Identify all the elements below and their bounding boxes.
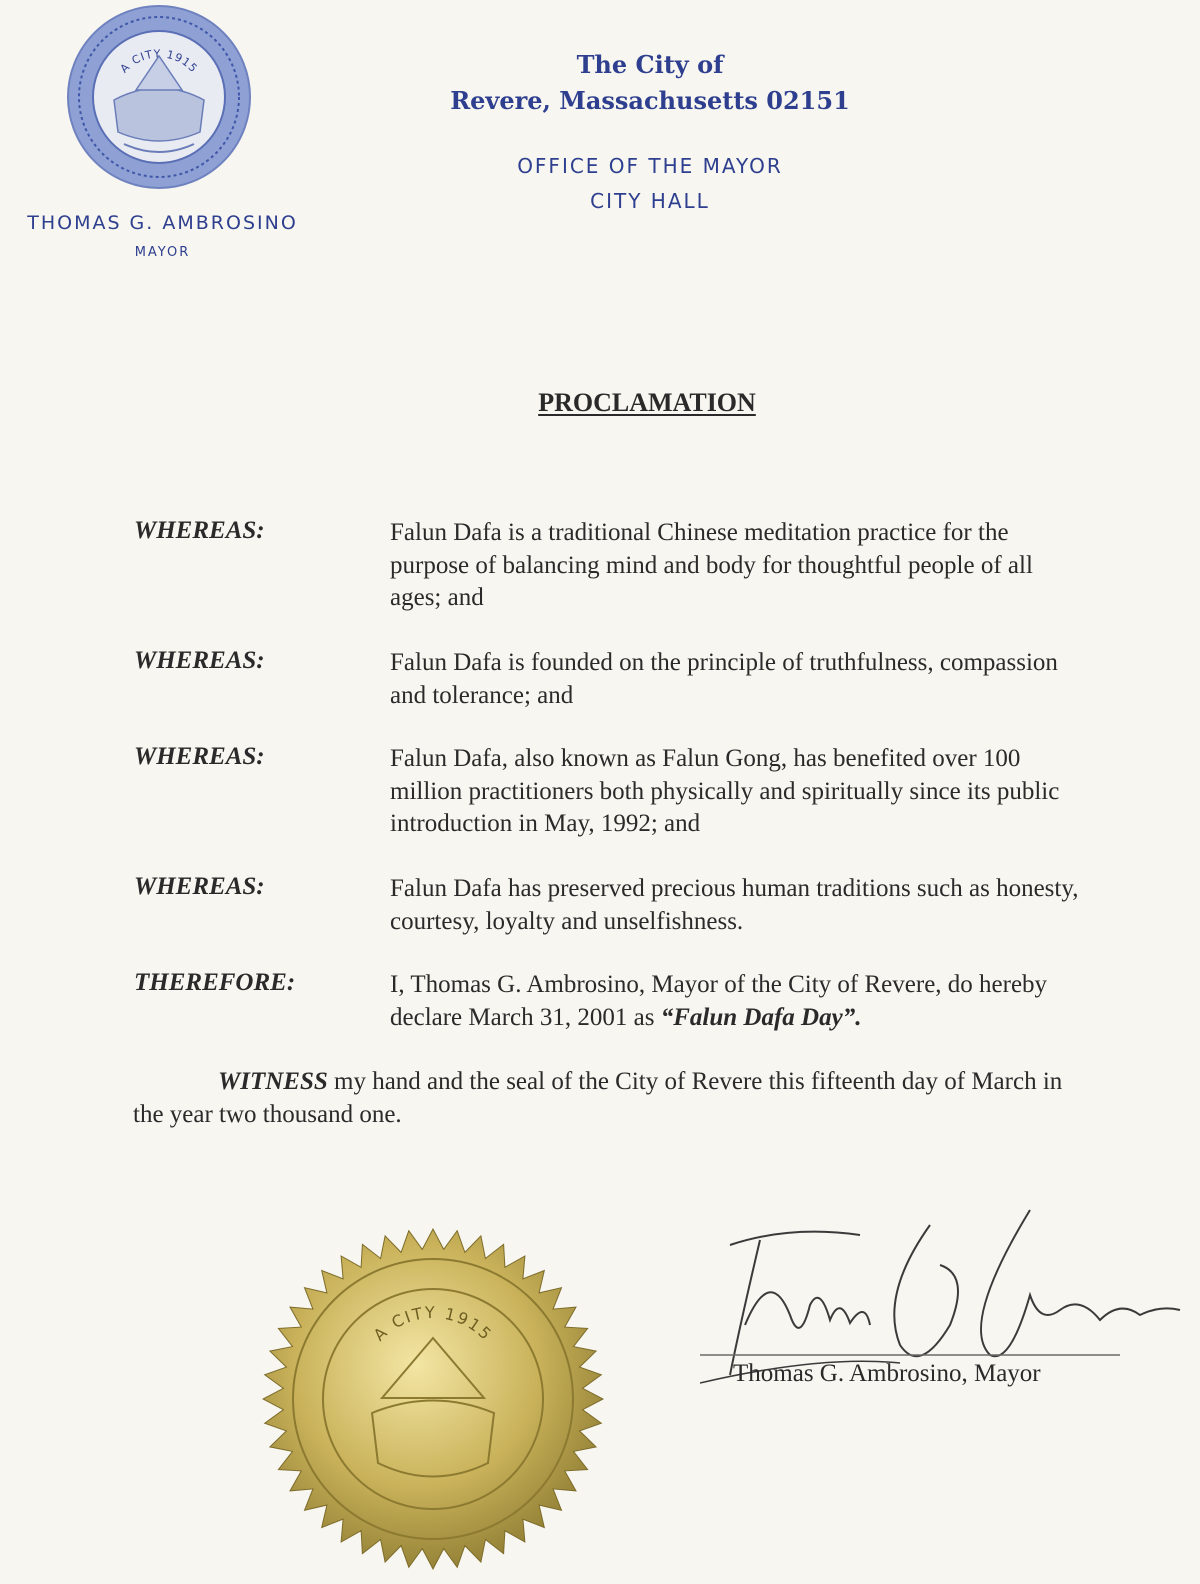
- witness-lead: WITNESS: [218, 1068, 328, 1095]
- witness-text: my hand and the seal of the City of Revere this fifteenth day of March in the year two thousand one.: [133, 1068, 1063, 1128]
- city-seal-icon: [66, 4, 252, 190]
- falun-dafa-day-emphasis: “Falun Dafa Day”.: [660, 1003, 862, 1031]
- document-heading: PROCLAMATION: [538, 388, 756, 417]
- mayor-name: THOMAS G. AMBROSINO: [27, 212, 298, 234]
- therefore-text: I, Thomas G. Ambrosino, Mayor of the City of Revere, do hereby declare March 31, 2001 as: [390, 971, 1048, 1031]
- clause-label: WHEREAS:: [134, 517, 265, 544]
- clause-label: WHEREAS:: [134, 743, 265, 770]
- clause-text: Falun Dafa is a traditional Chinese meditation practice for the purpose of balancing mind and body for thoughtful people of all ages; and: [390, 519, 1033, 611]
- clause-text: [390, 969, 1090, 1034]
- clause-text: Falun Dafa is founded on the principle of truthfulness, compassion and tolerance; and: [390, 649, 1058, 709]
- city-heading-line2: Revere, Massachusetts 02151: [450, 86, 850, 115]
- office-line2: CITY HALL: [590, 189, 710, 213]
- office-line1: OFFICE OF THE MAYOR: [517, 154, 783, 178]
- gold-seal-icon: [262, 1228, 604, 1570]
- clause-text: Falun Dafa has preserved precious human traditions such as honesty, courtesy, loyalty and unselfishness.: [390, 875, 1079, 935]
- clause-text: Falun Dafa, also known as Falun Gong, has benefited over 100 million practitioners both physically and spiritually since its public introduction in May, 1992; and: [390, 745, 1060, 837]
- clause-label: THEREFORE:: [134, 969, 296, 996]
- svg-text:A CITY 1915: A CITY 1915: [369, 1302, 497, 1345]
- witness-paragraph: [133, 1066, 1093, 1131]
- clause-label: WHEREAS:: [134, 873, 265, 900]
- signatory-name: Thomas G. Ambrosino, Mayor: [733, 1360, 1041, 1387]
- mayor-title: MAYOR: [134, 245, 191, 260]
- city-heading-line1: The City of: [576, 50, 724, 79]
- svg-text:A CITY 1915: A CITY 1915: [117, 47, 201, 76]
- clause-label: WHEREAS:: [134, 647, 265, 674]
